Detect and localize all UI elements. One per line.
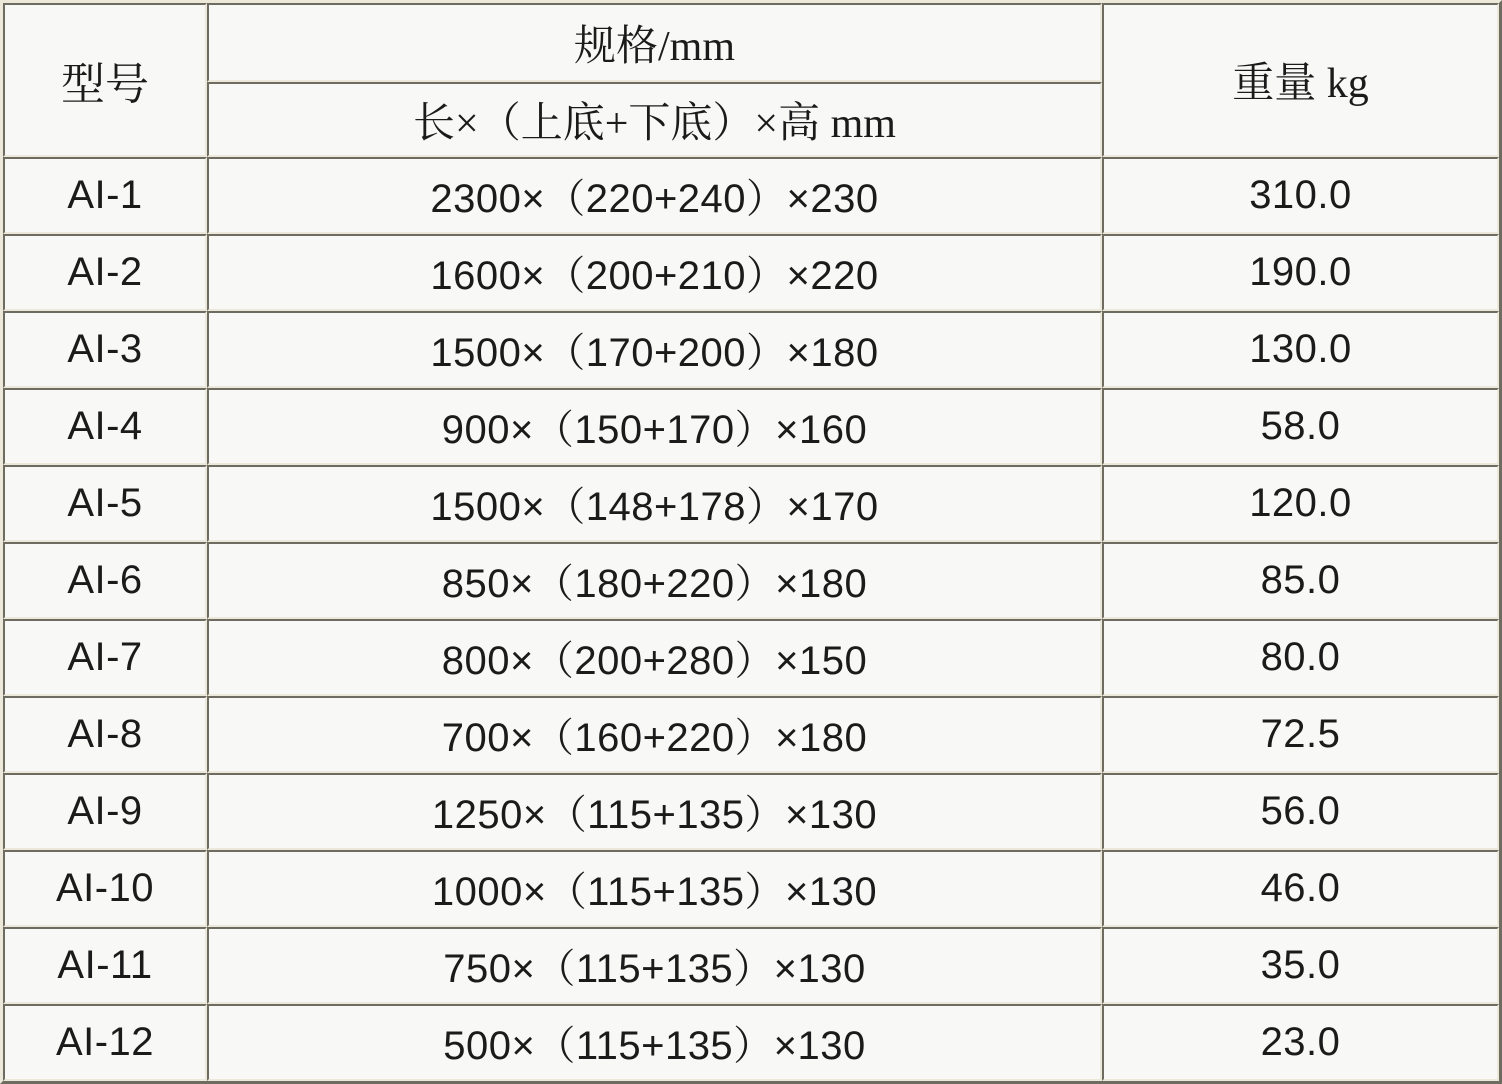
weight-cell: 23.0: [1102, 1004, 1499, 1081]
spec-cell: 850×（180+220）×180: [207, 542, 1102, 619]
spec-cell: 800×（200+280）×150: [207, 619, 1102, 696]
table-row: [3, 542, 1499, 619]
table-row: [3, 696, 1499, 773]
model-cell: AI-7: [3, 619, 207, 696]
spec-cell: 1500×（170+200）×180: [207, 311, 1102, 388]
model-cell: AI-4: [3, 388, 207, 465]
model-cell: AI-8: [3, 696, 207, 773]
spec-sub-header: 长×（上底+下底）×高 mm: [207, 82, 1102, 157]
table-row: [3, 157, 1499, 234]
model-column-header: 型号: [3, 3, 207, 157]
weight-cell: 56.0: [1102, 773, 1499, 850]
model-cell: AI-1: [3, 157, 207, 234]
table-header: [3, 3, 1499, 157]
spec-cell: 1600×（200+210）×220: [207, 234, 1102, 311]
spec-cell: 500×（115+135）×130: [207, 1004, 1102, 1081]
table-body: [3, 157, 1499, 1081]
model-cell: AI-9: [3, 773, 207, 850]
weight-cell: 58.0: [1102, 388, 1499, 465]
weight-cell: 80.0: [1102, 619, 1499, 696]
model-cell: AI-2: [3, 234, 207, 311]
spec-column-header: 规格/mm: [207, 3, 1102, 82]
weight-cell: 46.0: [1102, 850, 1499, 927]
table-row: [3, 234, 1499, 311]
spec-cell: 700×（160+220）×180: [207, 696, 1102, 773]
weight-cell: 130.0: [1102, 311, 1499, 388]
table-row: [3, 311, 1499, 388]
table-row: [3, 465, 1499, 542]
weight-cell: 120.0: [1102, 465, 1499, 542]
weight-cell: 72.5: [1102, 696, 1499, 773]
table-row: [3, 1004, 1499, 1081]
model-cell: AI-3: [3, 311, 207, 388]
weight-cell: 190.0: [1102, 234, 1499, 311]
spec-cell: 900×（150+170）×160: [207, 388, 1102, 465]
spec-cell: 1000×（115+135）×130: [207, 850, 1102, 927]
model-cell: AI-11: [3, 927, 207, 1004]
model-cell: AI-5: [3, 465, 207, 542]
model-cell: AI-6: [3, 542, 207, 619]
table-row: [3, 619, 1499, 696]
spec-cell: 2300×（220+240）×230: [207, 157, 1102, 234]
table-row: [3, 850, 1499, 927]
table-row: [3, 773, 1499, 850]
weight-column-header: 重量 kg: [1102, 3, 1499, 157]
header-row-1: [3, 3, 1499, 82]
spec-cell: 750×（115+135）×130: [207, 927, 1102, 1004]
weight-cell: 85.0: [1102, 542, 1499, 619]
spec-cell: 1500×（148+178）×170: [207, 465, 1102, 542]
model-cell: AI-10: [3, 850, 207, 927]
weight-cell: 310.0: [1102, 157, 1499, 234]
table-row: [3, 388, 1499, 465]
spec-cell: 1250×（115+135）×130: [207, 773, 1102, 850]
table-row: [3, 927, 1499, 1004]
model-cell: AI-12: [3, 1004, 207, 1081]
weight-cell: 35.0: [1102, 927, 1499, 1004]
